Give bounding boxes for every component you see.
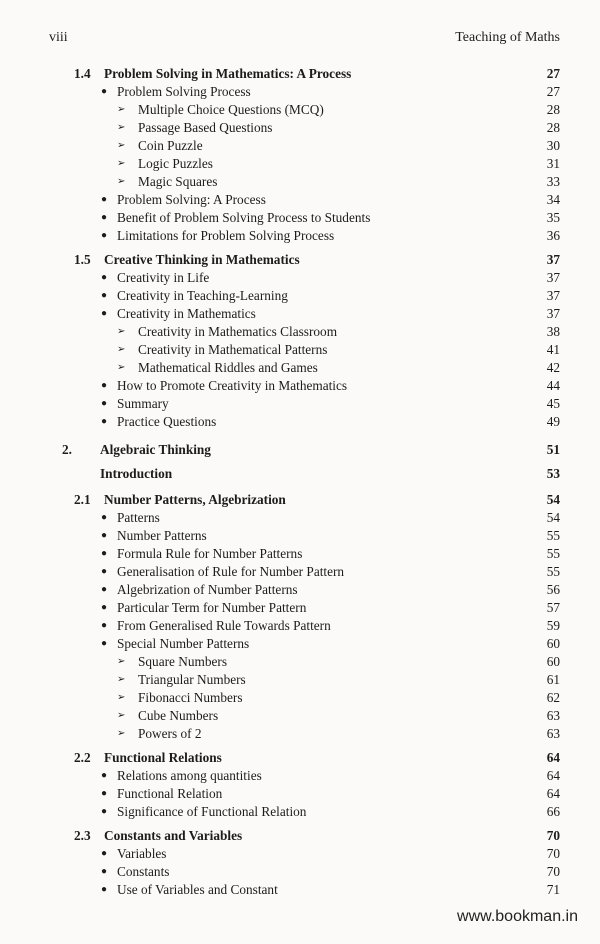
bullet-icon: ● [101,566,108,577]
bullet-icon: ● [101,602,108,613]
toc-title: Mathematical Riddles and Games [138,360,318,375]
bullet-icon: ● [101,290,108,301]
toc-page-number: 36 [546,228,560,243]
toc-entry-l2 [0,119,600,137]
toc-title: Creativity in Life [117,270,210,285]
toc-page-number: 53 [546,466,560,481]
toc-entry-l1 [0,845,600,863]
toc-page-number: 54 [546,510,560,525]
toc-page-number: 55 [546,528,560,543]
toc-entry-section [0,491,600,509]
toc-title: Problem Solving: A Process [117,192,266,207]
toc-page-number: 37 [546,306,560,321]
toc-title: Constants and Variables [104,828,243,843]
toc-page-number: 27 [546,66,560,81]
bullet-icon: ● [101,620,108,631]
bullet-icon: ● [101,788,108,799]
bullet-icon: ● [101,584,108,595]
bullet-icon: ● [101,512,108,523]
toc-entry-l1 [0,863,600,881]
toc-number: 2.2 [74,750,91,765]
toc-title: Creativity in Mathematics Classroom [138,324,338,339]
arrow-icon: ➢ [117,656,126,667]
toc-entry-l1 [0,767,600,785]
arrow-icon: ➢ [117,728,126,739]
toc-title: Creativity in Mathematical Patterns [138,342,328,357]
toc-entry-l1 [0,509,600,527]
toc-title: Multiple Choice Questions (MCQ) [138,102,324,117]
arrow-icon: ➢ [117,104,126,115]
table-of-contents [0,65,600,899]
toc-page-number: 35 [546,210,560,225]
toc-title: Creativity in Teaching-Learning [117,288,288,303]
bullet-icon: ● [101,194,108,205]
toc-entry-section [0,65,600,83]
arrow-icon: ➢ [117,344,126,355]
toc-entry-l2 [0,653,600,671]
toc-title: Algebrization of Number Patterns [117,582,298,597]
toc-entry-l2 [0,341,600,359]
toc-title: Particular Term for Number Pattern [117,600,307,615]
toc-entry-l1 [0,527,600,545]
bullet-icon: ● [101,86,108,97]
toc-title: Patterns [117,510,160,525]
toc-entry-l1 [0,395,600,413]
toc-title: Introduction [100,466,173,481]
toc-title: Number Patterns [117,528,207,543]
toc-number: 1.5 [74,252,91,267]
toc-page-number: 61 [546,672,560,687]
toc-title: Powers of 2 [138,726,202,741]
toc-title: Algebraic Thinking [100,442,211,457]
toc-entry-intro [0,465,600,485]
toc-page-number: 28 [546,120,560,135]
toc-title: Use of Variables and Constant [117,882,278,897]
toc-title: Limitations for Problem Solving Process [117,228,335,243]
arrow-icon: ➢ [117,176,126,187]
arrow-icon: ➢ [117,692,126,703]
toc-entry-l1 [0,803,600,821]
toc-title: Problem Solving in Mathematics: A Process [104,66,352,81]
bullet-icon: ● [101,866,108,877]
toc-page-number: 64 [546,786,560,801]
toc-entry-section [0,251,600,269]
toc-title: Generalisation of Rule for Number Pattern [117,564,345,579]
publisher-url: www.bookman.in [457,908,578,925]
toc-page-number: 34 [546,192,560,207]
toc-entry-l1 [0,563,600,581]
toc-page-number: 64 [546,750,560,765]
bullet-icon: ● [101,638,108,649]
running-header: Teaching of Maths [455,30,560,45]
toc-page-number: 44 [546,378,560,393]
toc-title: Triangular Numbers [138,672,246,687]
toc-title: Variables [117,846,167,861]
toc-page-number: 54 [546,492,560,507]
toc-page-number: 60 [546,654,560,669]
toc-page-number: 63 [546,708,560,723]
bullet-icon: ● [101,212,108,223]
toc-page-number: 31 [546,156,560,171]
toc-entry-l1 [0,413,600,431]
toc-page-number: 71 [546,882,560,897]
toc-title: Practice Questions [117,414,217,429]
toc-page-number: 37 [546,270,560,285]
bullet-icon: ● [101,530,108,541]
toc-page-number: 37 [546,252,560,267]
toc-entry-l2 [0,323,600,341]
arrow-icon: ➢ [117,158,126,169]
bullet-icon: ● [101,272,108,283]
arrow-icon: ➢ [117,122,126,133]
toc-entry-l2 [0,707,600,725]
toc-title: Benefit of Problem Solving Process to Students [117,210,371,225]
toc-title: Creativity in Mathematics [117,306,256,321]
toc-page-number: 49 [546,414,560,429]
page-number: viii [49,30,68,45]
toc-entry-l2 [0,137,600,155]
toc-page-number: 60 [546,636,560,651]
arrow-icon: ➢ [117,326,126,337]
toc-entry-l2 [0,173,600,191]
toc-entry-l1 [0,581,600,599]
toc-entry-l2 [0,671,600,689]
arrow-icon: ➢ [117,362,126,373]
toc-entry-l1 [0,191,600,209]
toc-entry-l1 [0,227,600,245]
bullet-icon: ● [101,806,108,817]
toc-entry-l1 [0,545,600,563]
bullet-icon: ● [101,230,108,241]
toc-page-number: 42 [546,360,560,375]
toc-number: 2.3 [74,828,91,843]
toc-title: Logic Puzzles [138,156,213,171]
toc-page-number: 57 [546,600,560,615]
toc-title: Passage Based Questions [138,120,273,135]
toc-entry-l1 [0,599,600,617]
bullet-icon: ● [101,308,108,319]
toc-page-number: 70 [546,828,560,843]
toc-page-number: 70 [546,864,560,879]
toc-title: Number Patterns, Algebrization [104,492,286,507]
toc-page-number: 41 [546,342,560,357]
toc-page-number: 51 [546,442,560,457]
toc-title: From Generalised Rule Towards Pattern [117,618,331,633]
toc-title: Cube Numbers [138,708,219,723]
toc-page-number: 56 [546,582,560,597]
toc-entry-l1 [0,305,600,323]
toc-title: Functional Relations [104,750,222,765]
toc-entry-l1 [0,785,600,803]
toc-page-number: 30 [546,138,560,153]
toc-page-number: 64 [546,768,560,783]
toc-entry-l2 [0,101,600,119]
toc-title: Constants [117,864,170,879]
toc-title: Significance of Functional Relation [117,804,307,819]
toc-entry-l2 [0,725,600,743]
toc-page-number: 59 [546,618,560,633]
toc-page-number: 62 [546,690,560,705]
toc-page-number: 70 [546,846,560,861]
toc-title: Relations among quantities [117,768,262,783]
toc-title: Fibonacci Numbers [138,690,243,705]
toc-entry-l1 [0,83,600,101]
toc-page-number: 55 [546,546,560,561]
toc-title: How to Promote Creativity in Mathematics [117,378,348,393]
bullet-icon: ● [101,884,108,895]
bullet-icon: ● [101,380,108,391]
toc-number: 2. [62,442,72,457]
toc-page-number: 66 [546,804,560,819]
toc-page-number: 38 [546,324,560,339]
toc-entry-l1 [0,635,600,653]
bullet-icon: ● [101,848,108,859]
toc-entry-l1 [0,881,600,899]
toc-entry-l1 [0,617,600,635]
toc-entry-l1 [0,287,600,305]
toc-entry-chapter [0,441,600,461]
toc-entry-l2 [0,689,600,707]
toc-entry-l2 [0,359,600,377]
toc-page-number: 63 [546,726,560,741]
toc-page-number: 37 [546,288,560,303]
toc-title: Square Numbers [138,654,227,669]
toc-entry-l2 [0,155,600,173]
toc-number: 2.1 [74,492,91,507]
toc-entry-l1 [0,377,600,395]
arrow-icon: ➢ [117,140,126,151]
toc-title: Problem Solving Process [117,84,251,99]
toc-title: Magic Squares [138,174,218,189]
toc-title: Creative Thinking in Mathematics [104,252,300,267]
bullet-icon: ● [101,416,108,427]
toc-number: 1.4 [74,66,91,81]
toc-page-number: 55 [546,564,560,579]
toc-page-number: 33 [546,174,560,189]
toc-title: Coin Puzzle [138,138,203,153]
toc-title: Formula Rule for Number Patterns [117,546,303,561]
toc-title: Special Number Patterns [117,636,250,651]
toc-title: Summary [117,396,169,411]
toc-entry-l1 [0,269,600,287]
toc-entry-l1 [0,209,600,227]
toc-page-number: 27 [546,84,560,99]
bullet-icon: ● [101,398,108,409]
bullet-icon: ● [101,548,108,559]
arrow-icon: ➢ [117,710,126,721]
toc-entry-section [0,749,600,767]
toc-page-number: 28 [546,102,560,117]
toc-title: Functional Relation [117,786,223,801]
arrow-icon: ➢ [117,674,126,685]
toc-page-number: 45 [546,396,560,411]
bullet-icon: ● [101,770,108,781]
toc-entry-section [0,827,600,845]
